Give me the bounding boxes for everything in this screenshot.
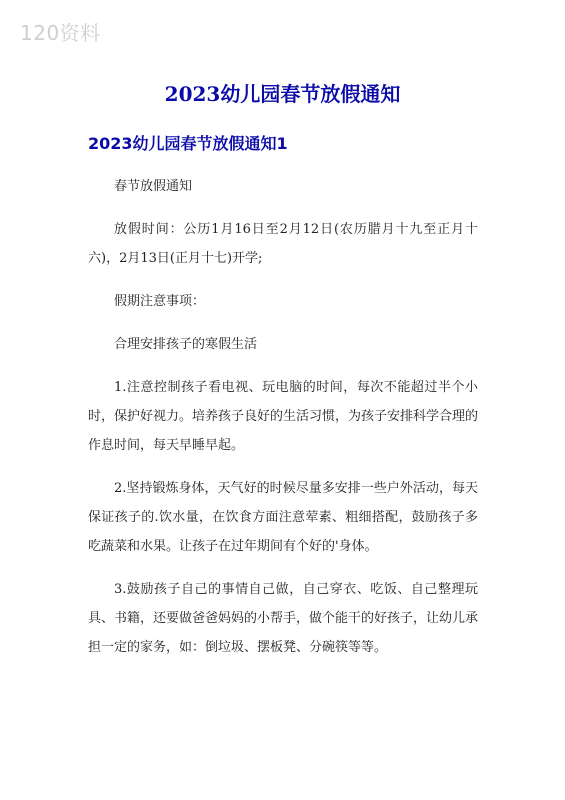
paragraph-item-3: 3.鼓励孩子自己的事情自己做，自己穿衣、吃饭、自己整理玩具、书籍，还要做爸爸妈妈的小帮手，做个能干的好孩子，让幼儿承担一定的家务，如：倒垃圾、摆板凳、分碗筷等等。 [88,582,479,655]
paragraph-holiday-dates: 放假时间：公历1月16日至2月12日(农历腊月十九至正月十六)，2月13日(正月十七)开学; [88,222,478,266]
section-heading: 2023幼儿园春节放假通知1 [88,134,288,153]
watermark: 120资料 [20,21,101,45]
document-title: 2023幼儿园春节放假通知 [164,82,401,106]
document-body [88,172,478,676]
paragraph-notice-heading: 春节放假通知 [114,179,193,194]
paragraph-item-2: 2.坚持锻炼身体，天气好的时候尽量多安排一些户外活动，每天保证孩子的.饮水量，在饮食方面注意荤素、粗细搭配，鼓励孩子多吃蔬菜和水果。让孩子在过年期间有个好的'身体。 [88,481,478,554]
paragraph-arrange-life: 合理安排孩子的寒假生活 [114,337,258,352]
paragraph-item-1: 1.注意控制孩子看电视、玩电脑的时间，每次不能超过半个小时，保护好视力。培养孩子良好的生活习惯，为孩子安排科学合理的作息时间，每天早睡早起。 [88,380,479,453]
paragraph-notes-heading: 假期注意事项： [114,294,206,309]
